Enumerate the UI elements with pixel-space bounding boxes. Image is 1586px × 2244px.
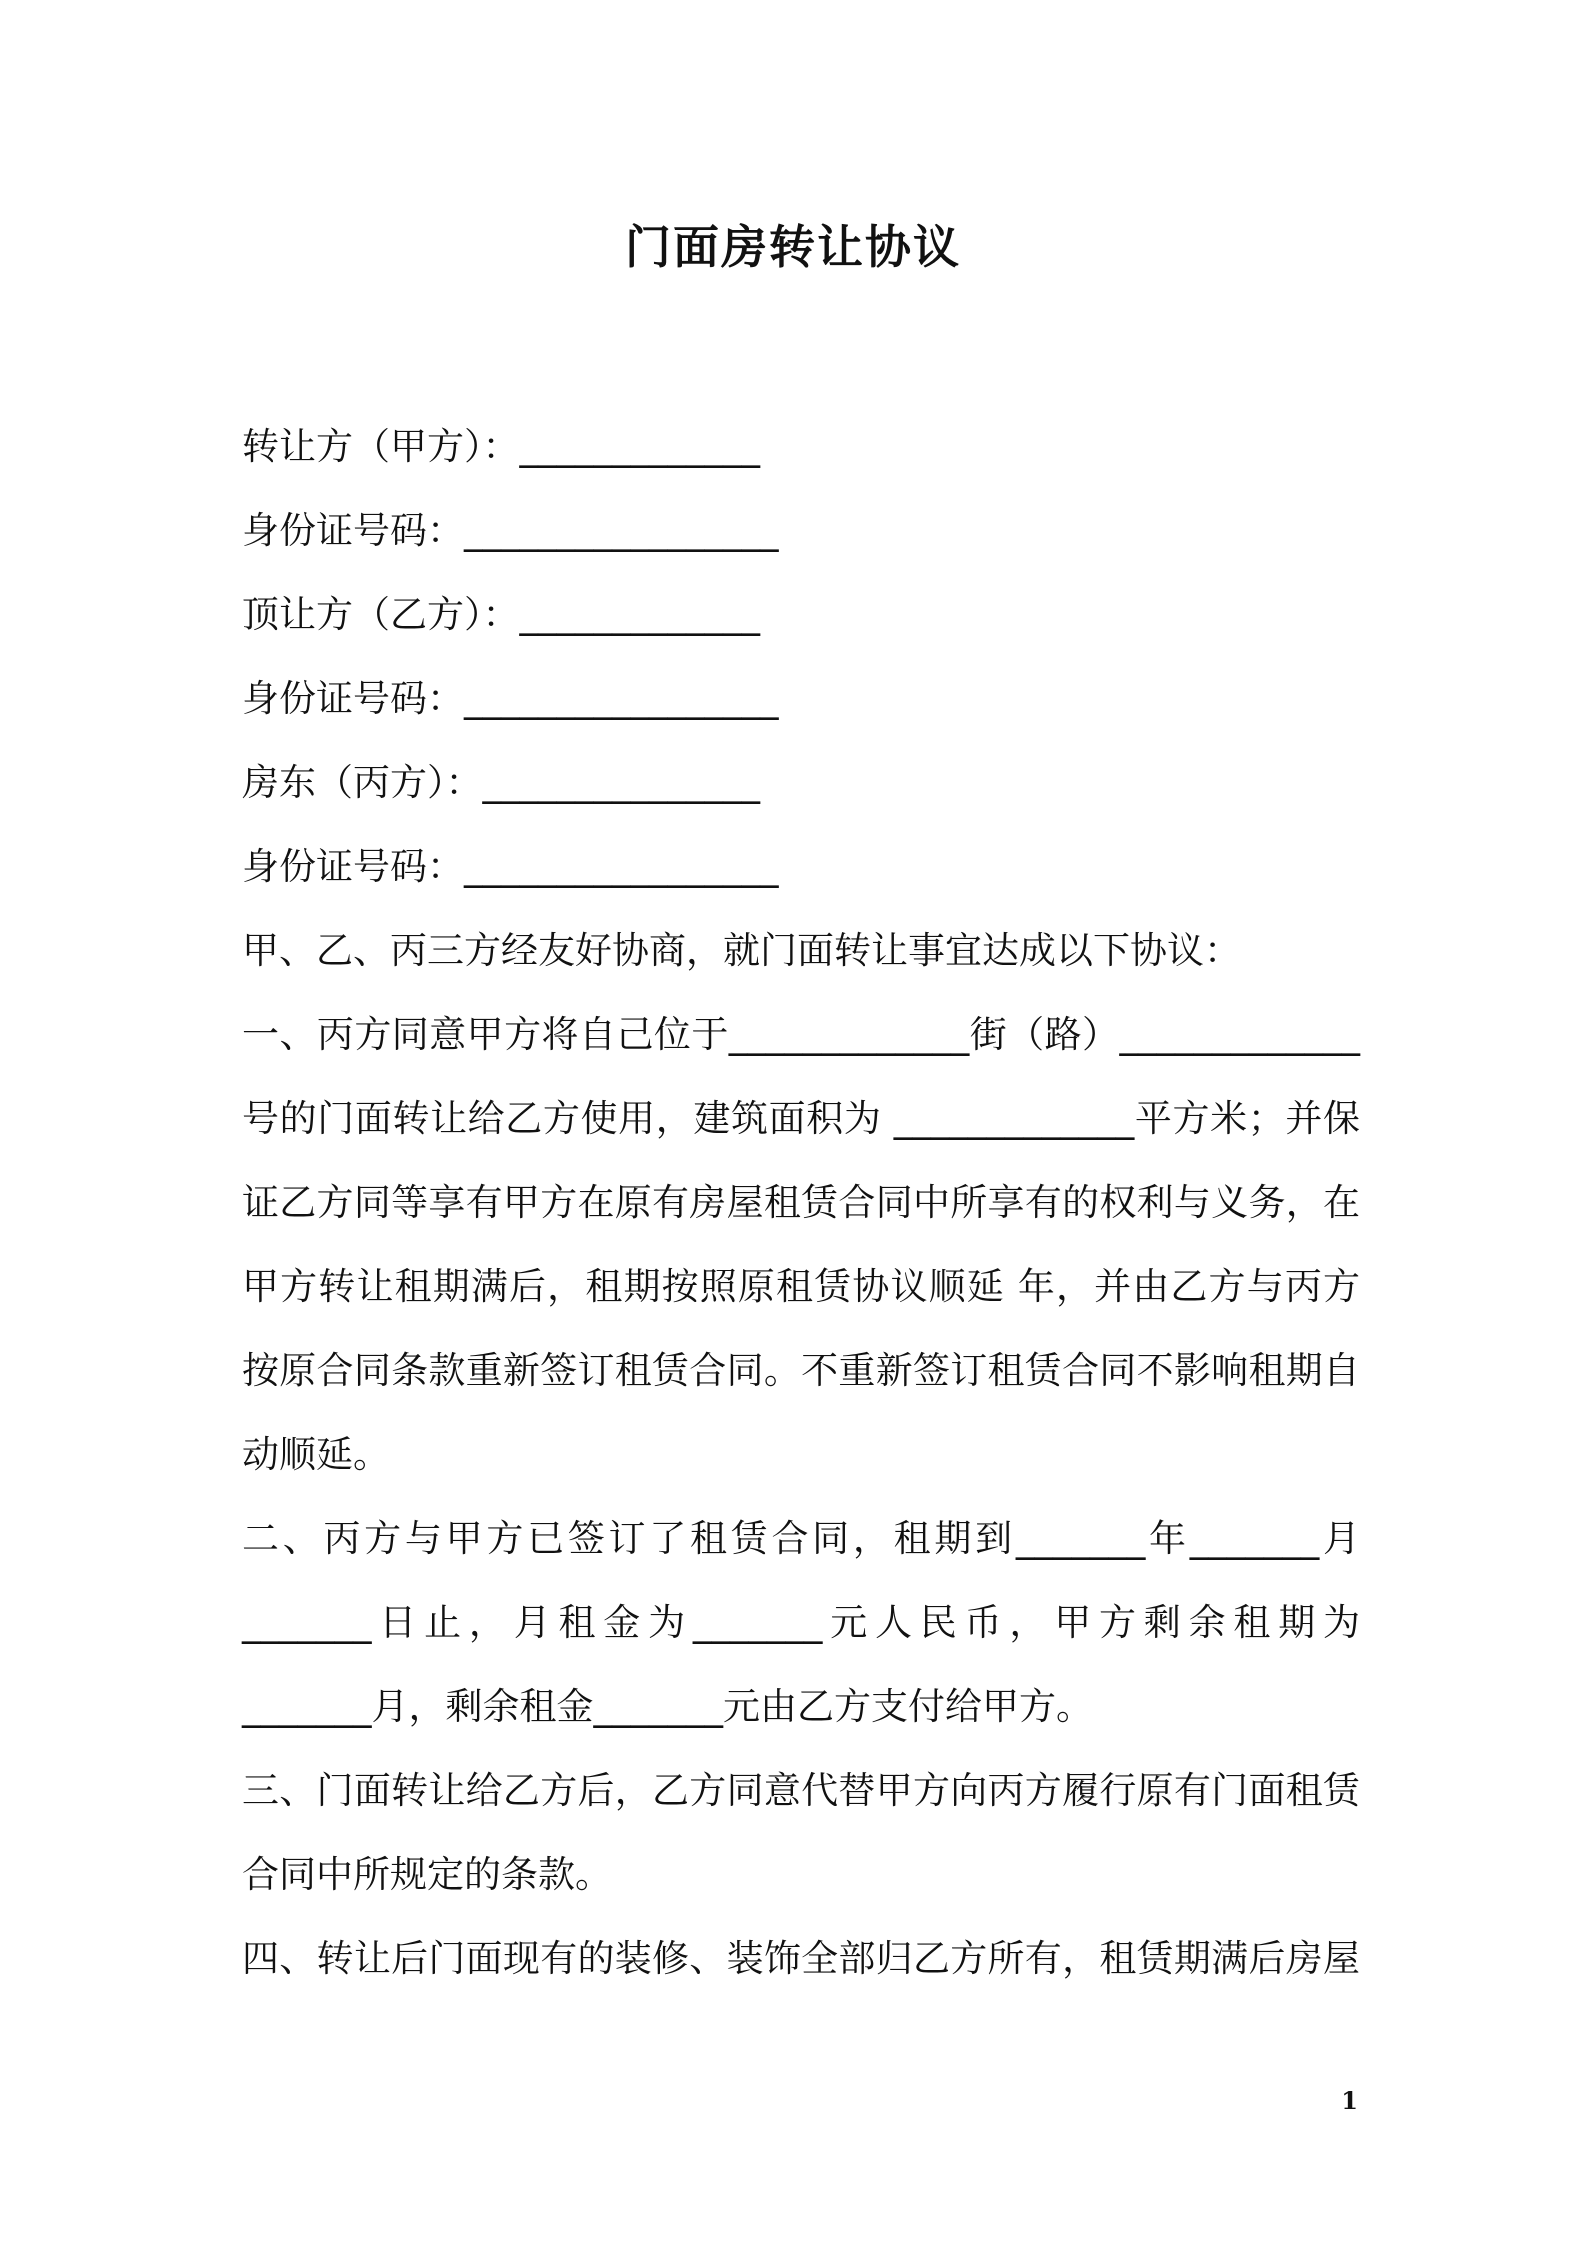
page-number: 1 (1341, 2086, 1358, 2115)
party-a-id-line: 身份证号码：_________________ (242, 509, 779, 552)
document-body (242, 405, 1360, 2001)
document-title: 门面房转让协议 (625, 220, 961, 274)
clause-2-line-3: _______月，剩余租金_______元由乙方支付给甲方。 (242, 1685, 1093, 1728)
clause-1-line-5: 按原合同条款重新签订租赁合同。不重新签订租赁合同不影响租期自 (242, 1349, 1360, 1392)
party-a-line: 转让方（甲方）：_____________ (242, 425, 760, 468)
clause-1-line-6: 动顺延。 (242, 1433, 390, 1476)
clause-2-line-2: _______日止，月租金为_______元人民币，甲方剩余租期为 (242, 1601, 1360, 1644)
clause-4-line-1: 四、转让后门面现有的装修、装饰全部归乙方所有，租赁期满后房屋 (242, 1937, 1360, 1980)
clause-2-line-1: 二、丙方与甲方已签订了租赁合同，租期到_______年_______月 (242, 1517, 1360, 1560)
party-c-line: 房东（丙方）：_______________ (242, 761, 760, 804)
clause-1-line-1: 一、丙方同意甲方将自己位于_____________街（路）_____________ (242, 1013, 1360, 1056)
agreement-intro: 甲、乙、丙三方经友好协商，就门面转让事宜达成以下协议： (242, 929, 1241, 972)
clause-1-line-4: 甲方转让租期满后，租期按照原租赁协议顺延 年，并由乙方与丙方 (242, 1265, 1360, 1308)
party-c-id-line: 身份证号码：_________________ (242, 845, 779, 888)
party-b-line: 顶让方（乙方）：_____________ (242, 593, 760, 636)
clause-3-line-2: 合同中所规定的条款。 (242, 1853, 612, 1896)
clause-1-line-3: 证乙方同等享有甲方在原有房屋租赁合同中所享有的权利与义务，在 (242, 1181, 1360, 1224)
clause-3-line-1: 三、门面转让给乙方后，乙方同意代替甲方向丙方履行原有门面租赁 (242, 1769, 1360, 1812)
party-b-id-line: 身份证号码：_________________ (242, 677, 779, 720)
clause-1-line-2: 号的门面转让给乙方使用，建筑面积为 _____________平方米；并保 (242, 1097, 1360, 1140)
